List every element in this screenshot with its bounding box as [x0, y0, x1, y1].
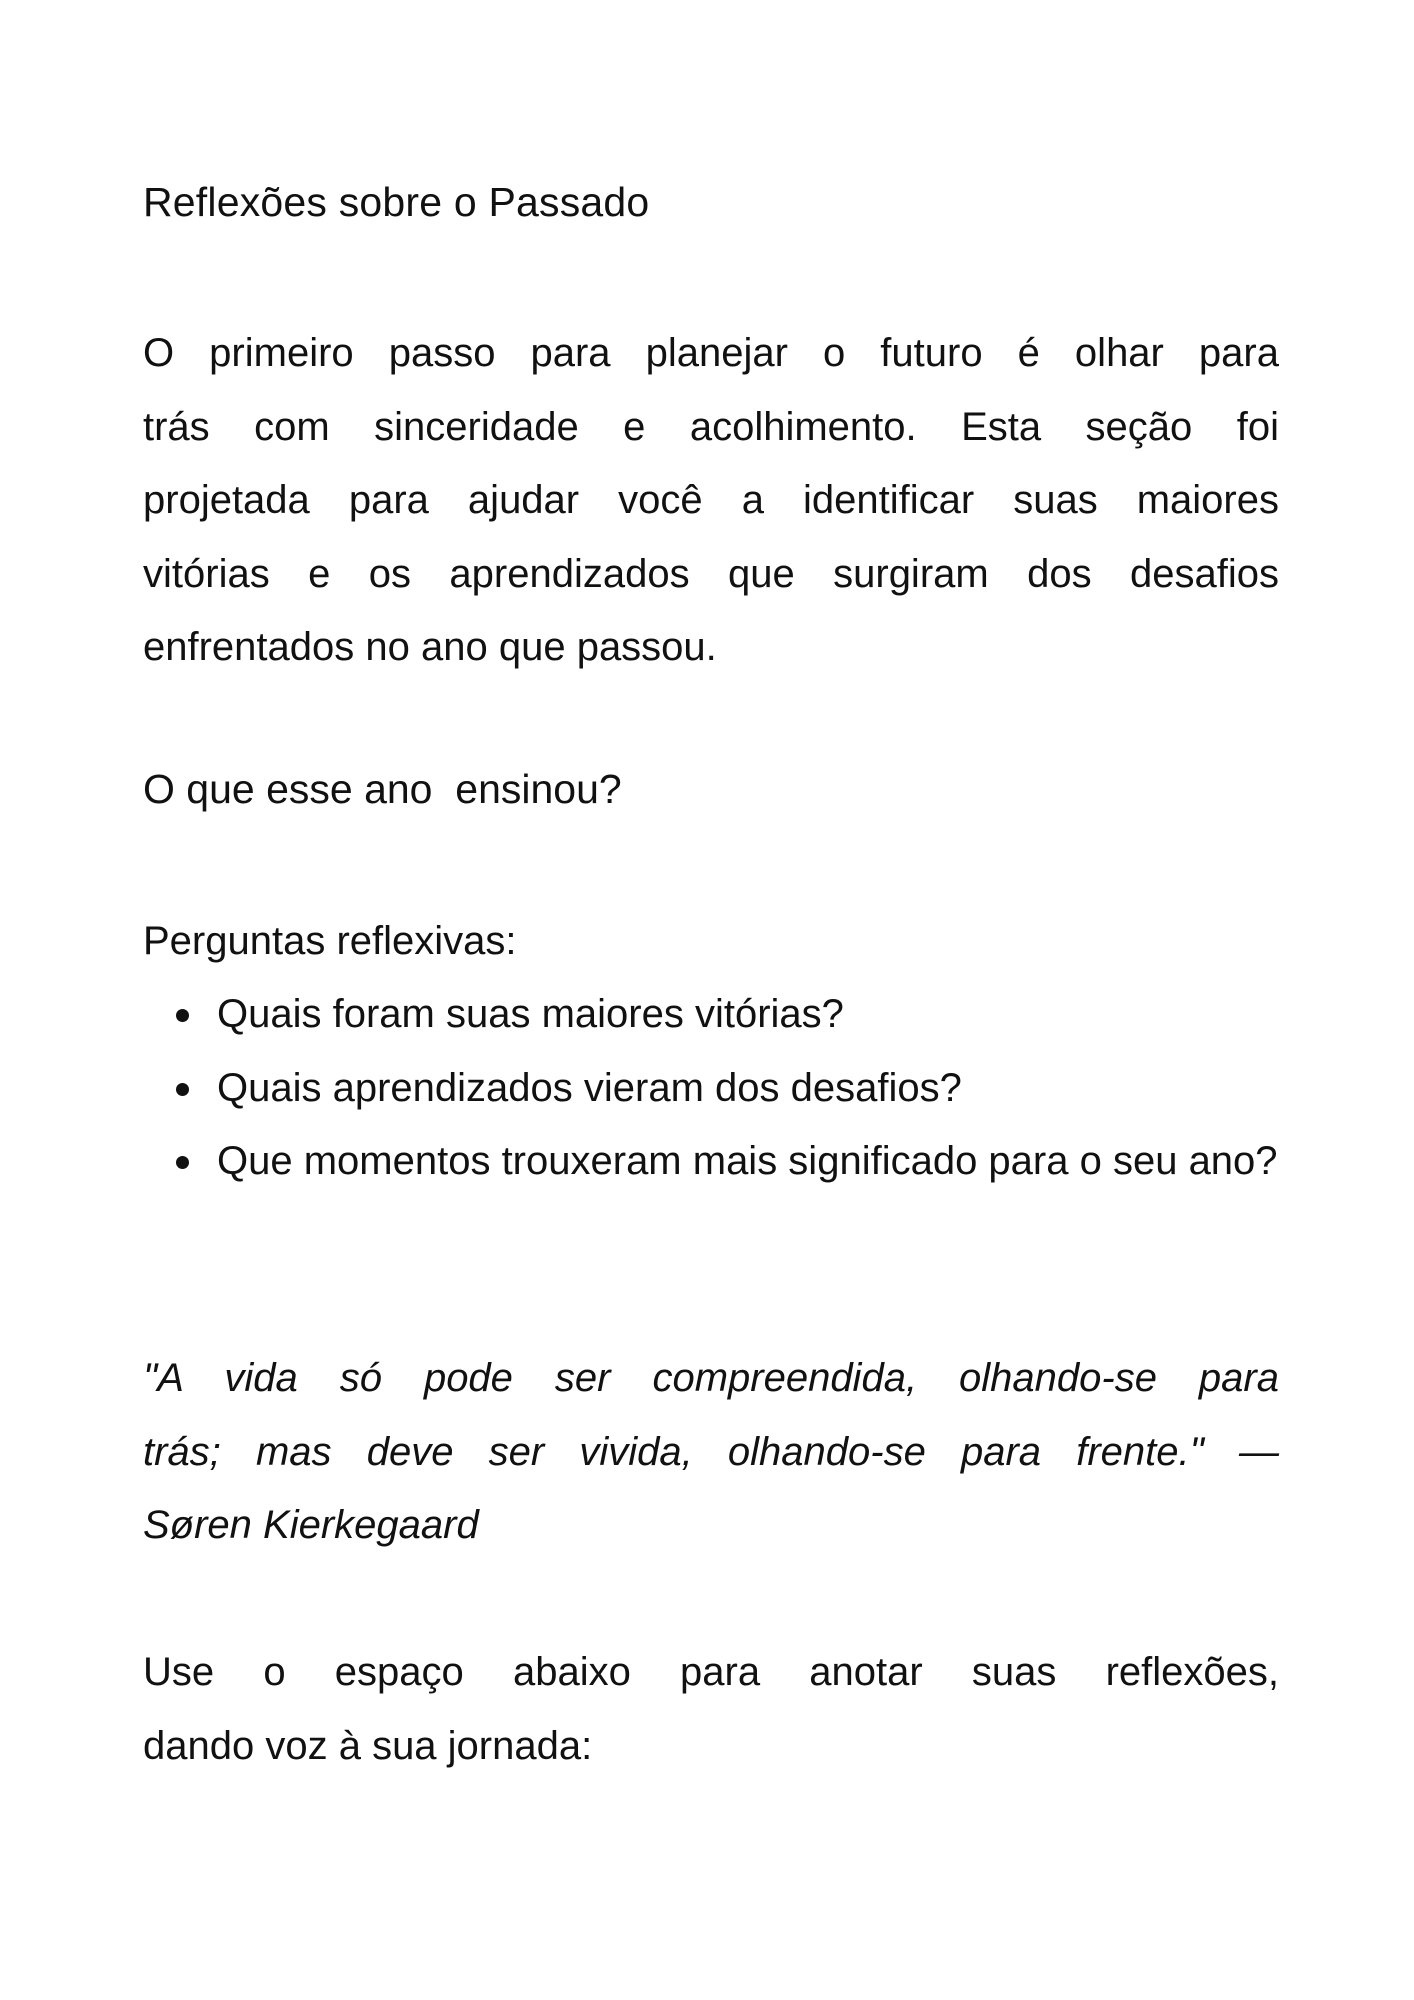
questions-label: Perguntas reflexivas: [143, 919, 517, 963]
closing-line: dando voz à sua jornada: [143, 1723, 593, 1768]
intro-line: projetada para ajudar você a identificar suas maiores [143, 478, 1279, 522]
quote-attribution: Søren Kierkegaard [143, 1503, 479, 1547]
intro-line: enfrentados no ano que passou. [143, 625, 717, 669]
bullet-icon [176, 1156, 189, 1169]
page-title: Reflexões sobre o Passado [143, 179, 650, 225]
intro-line: vitórias e os aprendizados que surgiram dos desafios [143, 551, 1279, 596]
question-text: Que momentos trouxeram mais significado para o seu ano? [217, 1139, 1278, 1183]
quote-line: trás; mas deve ser vivida, olhando-se para frente." — [143, 1429, 1279, 1474]
kierkegaard-quote [143, 1342, 1279, 1563]
closing-paragraph [143, 1636, 1279, 1783]
list-item [143, 978, 1279, 1052]
quote-line: "A vida só pode ser compreendida, olhando-se para [143, 1356, 1279, 1400]
intro-line: trás com sinceridade e acolhimento. Esta seção foi [143, 404, 1279, 449]
closing-line: Use o espaço abaixo para anotar suas reflexões, [143, 1650, 1279, 1694]
intro-paragraph [143, 317, 1279, 685]
section-subheading: O que esse ano ensinou? [143, 766, 622, 812]
questions-list [143, 978, 1279, 1199]
list-item [143, 1052, 1279, 1126]
question-text: Quais aprendizados vieram dos desafios? [217, 1065, 962, 1110]
list-item [143, 1125, 1279, 1199]
bullet-icon [176, 1083, 189, 1096]
intro-line: O primeiro passo para planejar o futuro é olhar para [143, 331, 1279, 375]
question-text: Quais foram suas maiores vitórias? [217, 992, 844, 1036]
bullet-icon [176, 1009, 189, 1022]
